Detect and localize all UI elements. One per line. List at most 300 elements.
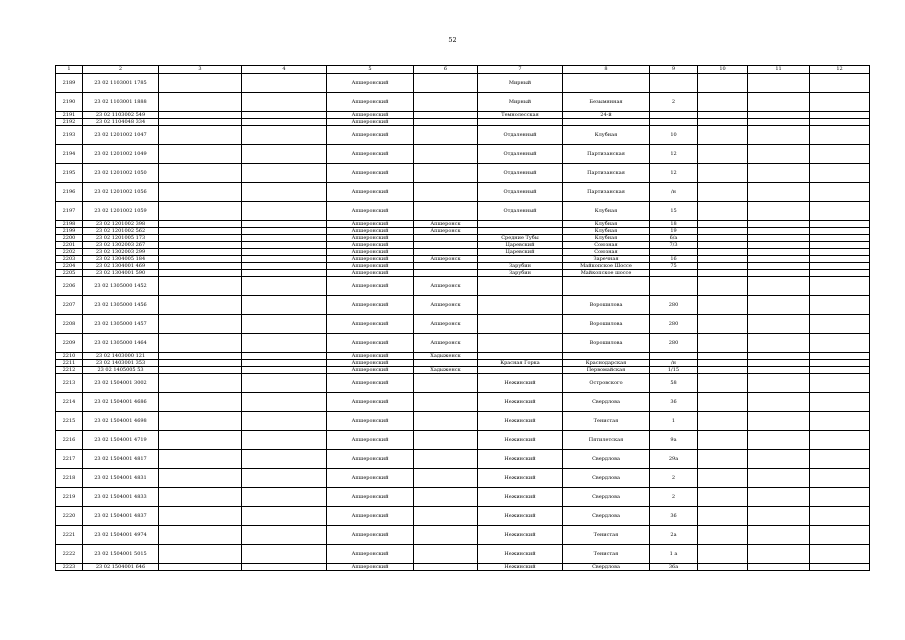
- table-cell: [242, 367, 327, 374]
- table-header-row: [56, 66, 870, 74]
- table-cell: [414, 412, 478, 431]
- table-cell: /н: [650, 360, 698, 367]
- table-cell: 2211: [56, 360, 83, 367]
- table-cell: 2209: [56, 334, 83, 353]
- table-cell: [242, 235, 327, 242]
- table-cell: Свердлова: [563, 469, 650, 488]
- table-cell: Апшеронский: [327, 526, 414, 545]
- table-cell: Майкопское шоссе: [563, 270, 650, 277]
- table-cell: 12: [650, 164, 698, 183]
- table-cell: [242, 374, 327, 393]
- table-cell: [159, 145, 242, 164]
- table-row: [56, 564, 870, 571]
- table-cell: [748, 469, 810, 488]
- table-cell: [242, 412, 327, 431]
- table-cell: 2: [650, 488, 698, 507]
- table-cell: Безымянная: [563, 93, 650, 112]
- table-cell: [748, 126, 810, 145]
- column-header: 12: [810, 66, 870, 74]
- table-row: [56, 545, 870, 564]
- table-cell: 280: [650, 315, 698, 334]
- table-cell: 23 02 1302003 267: [83, 242, 159, 249]
- table-cell: [748, 393, 810, 412]
- table-cell: [748, 367, 810, 374]
- table-cell: Нежинский: [478, 450, 563, 469]
- table-cell: [159, 360, 242, 367]
- table-cell: Апшеронский: [327, 270, 414, 277]
- table-cell: [698, 228, 748, 235]
- table-cell: 16: [650, 256, 698, 263]
- table-cell: 2: [650, 469, 698, 488]
- table-cell: [810, 564, 870, 571]
- table-cell: Нежинский: [478, 526, 563, 545]
- table-cell: [810, 469, 870, 488]
- table-cell: Апшеронский: [327, 353, 414, 360]
- table-cell: Апшеронский: [327, 431, 414, 450]
- table-cell: 23 02 1504001 4698: [83, 412, 159, 431]
- table-cell: Апшеронск: [414, 256, 478, 263]
- table-cell: [414, 74, 478, 93]
- table-cell: /н: [650, 183, 698, 202]
- table-cell: [159, 507, 242, 526]
- table-cell: Апшеронский: [327, 74, 414, 93]
- table-cell: Отдаленный: [478, 164, 563, 183]
- table-cell: [748, 507, 810, 526]
- column-header: 4: [242, 66, 327, 74]
- table-cell: [810, 431, 870, 450]
- table-cell: [159, 235, 242, 242]
- table-cell: [810, 412, 870, 431]
- table-cell: [563, 277, 650, 296]
- table-cell: [748, 334, 810, 353]
- table-cell: Партизанская: [563, 164, 650, 183]
- table-cell: Нежинский: [478, 545, 563, 564]
- table-cell: Отдаленный: [478, 202, 563, 221]
- table-cell: Апшеронский: [327, 367, 414, 374]
- table-cell: [414, 488, 478, 507]
- table-cell: [159, 183, 242, 202]
- table-cell: [748, 315, 810, 334]
- table-cell: Союзная: [563, 242, 650, 249]
- table-cell: [242, 507, 327, 526]
- table-cell: [159, 221, 242, 228]
- table-cell: Апшеронский: [327, 360, 414, 367]
- table-cell: Первомайская: [563, 367, 650, 374]
- table-cell: 2218: [56, 469, 83, 488]
- table-cell: 2192: [56, 119, 83, 126]
- table-row: [56, 412, 870, 431]
- table-cell: Клубная: [563, 202, 650, 221]
- table-cell: [810, 256, 870, 263]
- table-cell: 23 02 1201002 1056: [83, 183, 159, 202]
- table-row: [56, 360, 870, 367]
- table-cell: [698, 164, 748, 183]
- table-cell: Апшеронский: [327, 119, 414, 126]
- table-cell: [698, 270, 748, 277]
- table-cell: [810, 488, 870, 507]
- table-cell: [159, 93, 242, 112]
- table-cell: 1/15: [650, 367, 698, 374]
- table-cell: 2194: [56, 145, 83, 164]
- table-cell: [478, 119, 563, 126]
- table-cell: [698, 393, 748, 412]
- table-cell: 23 02 1504001 5015: [83, 545, 159, 564]
- table-row: [56, 183, 870, 202]
- table-cell: Хадыженск: [414, 353, 478, 360]
- table-cell: [748, 74, 810, 93]
- table-cell: Апшеронский: [327, 334, 414, 353]
- table-cell: 12: [650, 145, 698, 164]
- table-cell: Апшеронский: [327, 145, 414, 164]
- table-cell: [414, 450, 478, 469]
- table-cell: 7/3: [650, 242, 698, 249]
- table-cell: [242, 112, 327, 119]
- table-cell: Мирный: [478, 93, 563, 112]
- table-cell: 23 02 1504001 4974: [83, 526, 159, 545]
- table-cell: Апшеронский: [327, 545, 414, 564]
- table-cell: 2203: [56, 256, 83, 263]
- table-cell: [414, 183, 478, 202]
- table-cell: [242, 93, 327, 112]
- column-header: 3: [159, 66, 242, 74]
- table-cell: 23 02 1305000 1456: [83, 296, 159, 315]
- table-cell: 2215: [56, 412, 83, 431]
- table-cell: Апшеронск: [414, 221, 478, 228]
- table-cell: [698, 360, 748, 367]
- table-cell: [698, 469, 748, 488]
- table-cell: Апшеронский: [327, 412, 414, 431]
- table-cell: [810, 126, 870, 145]
- table-cell: [159, 228, 242, 235]
- table-cell: [650, 74, 698, 93]
- table-cell: Средние Тубы: [478, 235, 563, 242]
- table-row: [56, 277, 870, 296]
- table-row: [56, 450, 870, 469]
- table-cell: [563, 74, 650, 93]
- table-cell: Апшеронский: [327, 277, 414, 296]
- table-cell: [159, 270, 242, 277]
- table-cell: [810, 507, 870, 526]
- table-cell: [810, 164, 870, 183]
- table-cell: Апшеронский: [327, 393, 414, 412]
- table-cell: [159, 431, 242, 450]
- table-cell: [698, 74, 748, 93]
- table-cell: [650, 119, 698, 126]
- table-cell: [698, 564, 748, 571]
- table-cell: Красная Горка: [478, 360, 563, 367]
- table-cell: Апшеронский: [327, 93, 414, 112]
- table-cell: [748, 277, 810, 296]
- table-cell: Зарубин: [478, 270, 563, 277]
- table-cell: 2222: [56, 545, 83, 564]
- table-cell: [414, 263, 478, 270]
- table-cell: Апшеронский: [327, 507, 414, 526]
- table-cell: Свердлова: [563, 393, 650, 412]
- table-row: [56, 431, 870, 450]
- table-cell: Ворошилова: [563, 315, 650, 334]
- table-cell: [698, 242, 748, 249]
- table-cell: Нежинский: [478, 507, 563, 526]
- table-cell: [748, 564, 810, 571]
- table-cell: [810, 360, 870, 367]
- table-cell: 23 02 1201005 173: [83, 235, 159, 242]
- table-row: [56, 393, 870, 412]
- table-cell: [698, 183, 748, 202]
- table-cell: [414, 112, 478, 119]
- table-cell: Краснодарская: [563, 360, 650, 367]
- table-cell: Апшеронский: [327, 221, 414, 228]
- table-cell: [242, 431, 327, 450]
- table-row: [56, 526, 870, 545]
- table-cell: [159, 112, 242, 119]
- table-cell: [242, 221, 327, 228]
- column-header: 1: [56, 66, 83, 74]
- table-cell: Островского: [563, 374, 650, 393]
- table-cell: [242, 564, 327, 571]
- table-cell: [698, 263, 748, 270]
- table-cell: [159, 353, 242, 360]
- table-cell: 23 02 1403001 353: [83, 360, 159, 367]
- table-cell: Клубная: [563, 221, 650, 228]
- table-cell: [242, 202, 327, 221]
- column-header: 7: [478, 66, 563, 74]
- table-cell: 6/а: [650, 235, 698, 242]
- table-cell: [698, 112, 748, 119]
- table-row: [56, 202, 870, 221]
- table-cell: [242, 360, 327, 367]
- table-cell: [748, 145, 810, 164]
- table-cell: [698, 334, 748, 353]
- table-cell: 58: [650, 374, 698, 393]
- table-cell: [414, 469, 478, 488]
- table-cell: Апшеронск: [414, 315, 478, 334]
- table-row: [56, 507, 870, 526]
- table-cell: [650, 353, 698, 360]
- table-cell: [159, 393, 242, 412]
- table-cell: [242, 296, 327, 315]
- table-row: [56, 112, 870, 119]
- table-cell: 23 02 1305000 1464: [83, 334, 159, 353]
- table-cell: [810, 334, 870, 353]
- table-cell: 9а: [650, 431, 698, 450]
- table-cell: Апшеронский: [327, 296, 414, 315]
- table-cell: [748, 412, 810, 431]
- table-cell: [159, 202, 242, 221]
- table-cell: [159, 374, 242, 393]
- table-cell: Апшеронский: [327, 228, 414, 235]
- table-cell: 10: [650, 126, 698, 145]
- table-cell: [810, 526, 870, 545]
- table-cell: 23 02 1103001 1888: [83, 93, 159, 112]
- table-cell: 36: [650, 507, 698, 526]
- table-cell: Клубная: [563, 228, 650, 235]
- table-cell: 2196: [56, 183, 83, 202]
- table-cell: Апшеронск: [414, 296, 478, 315]
- table-row: [56, 221, 870, 228]
- table-row: [56, 315, 870, 334]
- table-cell: Свердлова: [563, 450, 650, 469]
- table-cell: [242, 270, 327, 277]
- table-cell: [810, 367, 870, 374]
- table-cell: [242, 183, 327, 202]
- table-cell: [242, 263, 327, 270]
- table-cell: [810, 183, 870, 202]
- table-cell: Отдаленный: [478, 145, 563, 164]
- table-cell: Апшеронский: [327, 202, 414, 221]
- table-cell: [698, 202, 748, 221]
- table-row: [56, 126, 870, 145]
- table-cell: 23 02 1304005 184: [83, 256, 159, 263]
- table-cell: 23 02 1201002 1049: [83, 145, 159, 164]
- table-cell: [159, 74, 242, 93]
- table-cell: [242, 256, 327, 263]
- table-cell: [698, 256, 748, 263]
- table-cell: Апшеронск: [414, 334, 478, 353]
- table-cell: 2а: [650, 526, 698, 545]
- table-row: [56, 353, 870, 360]
- table-cell: [810, 296, 870, 315]
- table-cell: [748, 183, 810, 202]
- table-cell: 23 02 1201002 1047: [83, 126, 159, 145]
- table-cell: 23 02 1504001 3002: [83, 374, 159, 393]
- table-cell: 23 02 1305000 1457: [83, 315, 159, 334]
- table-cell: 2217: [56, 450, 83, 469]
- table-cell: 23 02 1201002 398: [83, 221, 159, 228]
- table-cell: [242, 545, 327, 564]
- table-cell: 2193: [56, 126, 83, 145]
- table-cell: 23 02 1201002 1050: [83, 164, 159, 183]
- table-cell: 2195: [56, 164, 83, 183]
- table-cell: [159, 256, 242, 263]
- table-cell: [242, 488, 327, 507]
- table-cell: 2202: [56, 249, 83, 256]
- table-cell: [698, 315, 748, 334]
- table-cell: 2212: [56, 367, 83, 374]
- table-cell: 36: [650, 393, 698, 412]
- table-cell: 18: [650, 221, 698, 228]
- table-cell: [242, 228, 327, 235]
- table-cell: Апшеронский: [327, 263, 414, 270]
- table-cell: [698, 374, 748, 393]
- table-cell: [242, 469, 327, 488]
- table-cell: 2216: [56, 431, 83, 450]
- table-cell: [748, 119, 810, 126]
- table-cell: Нежинский: [478, 564, 563, 571]
- table-cell: Апшеронский: [327, 315, 414, 334]
- table-cell: [748, 353, 810, 360]
- table-cell: 15: [650, 202, 698, 221]
- table-cell: [650, 277, 698, 296]
- table-cell: [698, 488, 748, 507]
- table-cell: [414, 164, 478, 183]
- table-cell: Свердлова: [563, 564, 650, 571]
- table-row: [56, 235, 870, 242]
- table-cell: 23 02 1103002 549: [83, 112, 159, 119]
- table-cell: Пятилетская: [563, 431, 650, 450]
- table-cell: [478, 221, 563, 228]
- table-cell: 36а: [650, 564, 698, 571]
- table-cell: 2223: [56, 564, 83, 571]
- table-row: [56, 74, 870, 93]
- table-cell: [414, 526, 478, 545]
- table-cell: [698, 145, 748, 164]
- table-cell: [698, 249, 748, 256]
- table-cell: [810, 263, 870, 270]
- table-cell: [810, 393, 870, 412]
- table-cell: 2191: [56, 112, 83, 119]
- table-cell: Апшеронский: [327, 164, 414, 183]
- table-cell: [698, 545, 748, 564]
- table-cell: [414, 360, 478, 367]
- table-cell: [414, 119, 478, 126]
- table-cell: [810, 145, 870, 164]
- table-cell: [159, 315, 242, 334]
- table-cell: 2219: [56, 488, 83, 507]
- table-cell: 23 02 1504001 4817: [83, 450, 159, 469]
- table-cell: [242, 334, 327, 353]
- table-cell: Апшеронский: [327, 256, 414, 263]
- table-cell: Апшеронский: [327, 183, 414, 202]
- table-cell: [810, 353, 870, 360]
- table-cell: 23 02 1305000 1452: [83, 277, 159, 296]
- table-cell: [810, 112, 870, 119]
- table-cell: Свердлова: [563, 488, 650, 507]
- table-cell: 2206: [56, 277, 83, 296]
- table-cell: 2200: [56, 235, 83, 242]
- table-row: [56, 145, 870, 164]
- table-cell: Нежинский: [478, 488, 563, 507]
- table-cell: [810, 119, 870, 126]
- table-row: [56, 119, 870, 126]
- table-cell: Клубная: [563, 235, 650, 242]
- table-cell: [748, 242, 810, 249]
- table-cell: [478, 228, 563, 235]
- table-cell: [810, 74, 870, 93]
- table-cell: Апшеронский: [327, 249, 414, 256]
- table-cell: [242, 145, 327, 164]
- table-cell: 23 02 1504001 4831: [83, 469, 159, 488]
- table-cell: Партизанская: [563, 183, 650, 202]
- table-cell: 2210: [56, 353, 83, 360]
- table-cell: [748, 488, 810, 507]
- table-cell: [242, 119, 327, 126]
- table-cell: [414, 270, 478, 277]
- table-cell: [698, 119, 748, 126]
- table-cell: Нежинский: [478, 412, 563, 431]
- table-cell: [242, 242, 327, 249]
- table-row: [56, 164, 870, 183]
- table-cell: Апшеронский: [327, 488, 414, 507]
- table-cell: [478, 353, 563, 360]
- table-cell: [414, 235, 478, 242]
- table-cell: [810, 374, 870, 393]
- table-cell: [242, 315, 327, 334]
- table-cell: 23 02 1504001 646: [83, 564, 159, 571]
- table-cell: 2213: [56, 374, 83, 393]
- column-header: 5: [327, 66, 414, 74]
- table-cell: [414, 93, 478, 112]
- table-cell: [748, 270, 810, 277]
- table-cell: [698, 126, 748, 145]
- table-cell: 23 02 1504001 4837: [83, 507, 159, 526]
- table-cell: [414, 249, 478, 256]
- table-cell: 2207: [56, 296, 83, 315]
- table-cell: [242, 74, 327, 93]
- table-cell: [698, 507, 748, 526]
- table-cell: [563, 119, 650, 126]
- table-cell: [242, 277, 327, 296]
- table-row: [56, 296, 870, 315]
